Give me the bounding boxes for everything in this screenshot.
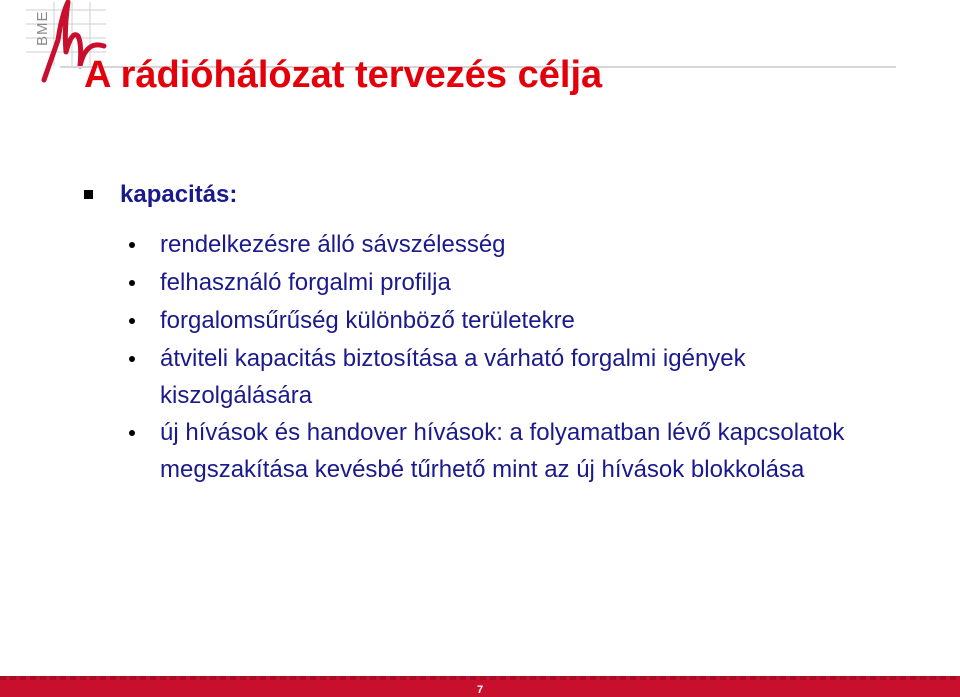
list-item	[82, 226, 902, 264]
list-item	[82, 414, 902, 488]
list-item-text: átviteli kapacitás biztosítása a várható forgalmi igények kiszolgálására	[160, 345, 746, 409]
list-item-text: rendelkezésre álló sávszélesség	[160, 231, 506, 258]
bullet-list	[82, 226, 902, 488]
list-item-text: forgalomsűrűség különböző területekre	[160, 307, 575, 334]
round-bullet-icon	[129, 430, 135, 436]
list-item	[82, 264, 902, 302]
list-item	[82, 302, 902, 340]
logo-text: BME	[34, 10, 51, 46]
section-heading-text: kapacitás:	[120, 181, 238, 208]
round-bullet-icon	[129, 280, 135, 286]
slide-title: A rádióhálózat tervezés célja	[84, 54, 603, 96]
round-bullet-icon	[129, 356, 135, 362]
content-section	[82, 180, 902, 488]
section-heading	[82, 180, 902, 210]
page-number: 7	[476, 684, 484, 696]
list-item-text: felhasználó forgalmi profilja	[160, 269, 451, 296]
list-item-text: új hívások és handover hívások: a folyamatban lévő kapcsolatok megszakítása kevésbé tűrhető mint az új hívások blokkolása	[160, 419, 845, 483]
round-bullet-icon	[129, 318, 135, 324]
round-bullet-icon	[129, 242, 135, 248]
square-bullet-icon	[84, 190, 93, 199]
list-item	[82, 340, 902, 414]
